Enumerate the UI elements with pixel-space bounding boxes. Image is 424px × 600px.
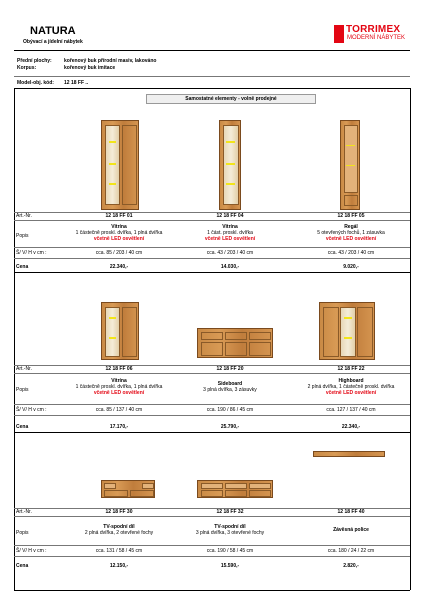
product-image-ff01 bbox=[101, 120, 139, 210]
item-name: Vitrína bbox=[111, 224, 127, 230]
item-code: 12 18 FF 22 bbox=[337, 366, 365, 372]
catalog-subtitle: Obývací a jídelní nábytek bbox=[23, 39, 83, 45]
item-code: 12 18 FF 04 bbox=[216, 213, 244, 219]
product-image-ff32 bbox=[197, 480, 273, 498]
item-dims: cca. 180 / 24 / 22 cm bbox=[327, 548, 375, 554]
price-label-2: Cena bbox=[16, 424, 29, 430]
item-price: 22.340,- bbox=[109, 264, 129, 270]
item-desc: 1 část. proskl. dvířka bbox=[207, 230, 253, 236]
popis-label-1: Popis bbox=[16, 233, 29, 239]
item-code: 12 18 FF 20 bbox=[216, 366, 244, 372]
item-price: 9.020,- bbox=[343, 264, 359, 270]
item-code: 12 18 FF 06 bbox=[105, 366, 133, 372]
item-desc: 2 plná dvířka, 2 otevřené fochy bbox=[84, 530, 154, 536]
item-dims: cca. 131 / 58 / 45 cm bbox=[95, 548, 143, 554]
logo-mark-icon bbox=[334, 25, 344, 43]
item-dims: cca. 127 / 137 / 40 cm bbox=[326, 407, 376, 413]
item-price: 14.030,- bbox=[220, 264, 240, 270]
spec-front-label: Přední plochy: bbox=[17, 58, 52, 64]
item-led: včetně LED osvětlení bbox=[93, 236, 145, 242]
item-code: 12 18 FF 01 bbox=[105, 213, 133, 219]
art-label-2: Art.-Nr. bbox=[16, 366, 32, 372]
item-price: 17.170,- bbox=[109, 424, 129, 430]
item-price: 2.820,- bbox=[343, 563, 359, 569]
item-desc: 1 částečně proskl. dvířka, 1 plná dvířka bbox=[75, 230, 163, 236]
art-label-3: Art.-Nr. bbox=[16, 509, 32, 515]
item-name: Závěsná police bbox=[333, 527, 369, 533]
dims-label-3: Š/ V/ H v cm : bbox=[16, 548, 47, 554]
price-label-3: Cena bbox=[16, 563, 29, 569]
spec-code-label: Model-obj. kód: bbox=[17, 80, 54, 86]
item-dims: cca. 85 / 137 / 40 cm bbox=[95, 407, 143, 413]
popis-label-2: Popis bbox=[16, 387, 29, 393]
dims-label-1: Š/ V/ H v cm : bbox=[16, 250, 47, 256]
item-code: 12 18 FF 40 bbox=[337, 509, 365, 515]
item-name: TV-spodní díl bbox=[214, 524, 246, 530]
catalog-title: NATURA bbox=[30, 25, 76, 37]
item-dims: cca. 190 / 86 / 45 cm bbox=[206, 407, 254, 413]
torrimex-logo bbox=[334, 24, 410, 46]
item-price: 25.790,- bbox=[220, 424, 240, 430]
item-led: včetně LED osvětlení bbox=[204, 236, 256, 242]
item-name: TV-spodní díl bbox=[103, 524, 135, 530]
item-dims: cca. 85 / 203 / 40 cm bbox=[95, 250, 143, 256]
item-price: 12.150,- bbox=[109, 563, 129, 569]
item-name: Vitrína bbox=[222, 224, 238, 230]
header bbox=[14, 22, 410, 50]
item-led: včetně LED osvětlení bbox=[325, 236, 377, 242]
item-name: Regál bbox=[344, 224, 358, 230]
price-label-1: Cena bbox=[16, 264, 29, 270]
dims-label-2: Š/ V/ H v cm : bbox=[16, 407, 47, 413]
item-desc: 5 otevřených fochů, 1 zásuvka bbox=[317, 230, 385, 236]
item-price: 15.590,- bbox=[220, 563, 240, 569]
item-desc: 2 plná dvířka, 1 částečně proskl. dvířka bbox=[307, 384, 395, 390]
item-price: 22.340,- bbox=[341, 424, 361, 430]
item-name: Sideboard bbox=[217, 381, 243, 387]
product-image-ff40 bbox=[313, 451, 385, 457]
art-label-1: Art.-Nr. bbox=[16, 213, 32, 219]
item-name: Vitrína bbox=[111, 378, 127, 384]
item-name: Highboard bbox=[338, 378, 364, 384]
item-dims: cca. 43 / 203 / 40 cm bbox=[206, 250, 254, 256]
item-code: 12 18 FF 05 bbox=[337, 213, 365, 219]
spec-front-value: kořenový buk přírodní masiv, lakováno bbox=[64, 58, 157, 64]
item-desc: 1 částečně proskl. dvířka, 1 plná dvířka bbox=[75, 384, 163, 390]
item-code: 12 18 FF 30 bbox=[105, 509, 133, 515]
item-led: včetně LED osvětlení bbox=[325, 390, 377, 396]
product-image-ff06 bbox=[101, 302, 139, 360]
product-image-ff30 bbox=[101, 480, 155, 498]
section-title: Samostatné elementy - volně prodejné bbox=[185, 96, 277, 102]
logo-text: TORRIMEX bbox=[346, 24, 401, 35]
item-code: 12 18 FF 32 bbox=[216, 509, 244, 515]
spec-body-value: kořenový buk imitace bbox=[64, 65, 116, 71]
section-title-box bbox=[146, 94, 316, 104]
product-image-ff20 bbox=[197, 328, 273, 358]
product-image-ff04 bbox=[219, 120, 241, 210]
spec-code-value: 12 18 FF .. bbox=[64, 80, 89, 86]
product-image-ff22 bbox=[319, 302, 375, 360]
item-desc: 3 plná dvířka, 3 otevřené fochy bbox=[195, 530, 265, 536]
product-image-ff05 bbox=[340, 120, 360, 210]
spec-body-label: Korpus: bbox=[17, 65, 37, 71]
item-dims: cca. 190 / 58 / 45 cm bbox=[206, 548, 254, 554]
item-desc: 3 plná dvířka, 3 zásuvky bbox=[203, 387, 257, 393]
item-dims: cca. 43 / 203 / 40 cm bbox=[327, 250, 375, 256]
popis-label-3: Popis bbox=[16, 530, 29, 536]
item-led: včetně LED osvětlení bbox=[93, 390, 145, 396]
logo-subtext: MODERNÍ NÁBYTEK bbox=[347, 35, 406, 41]
